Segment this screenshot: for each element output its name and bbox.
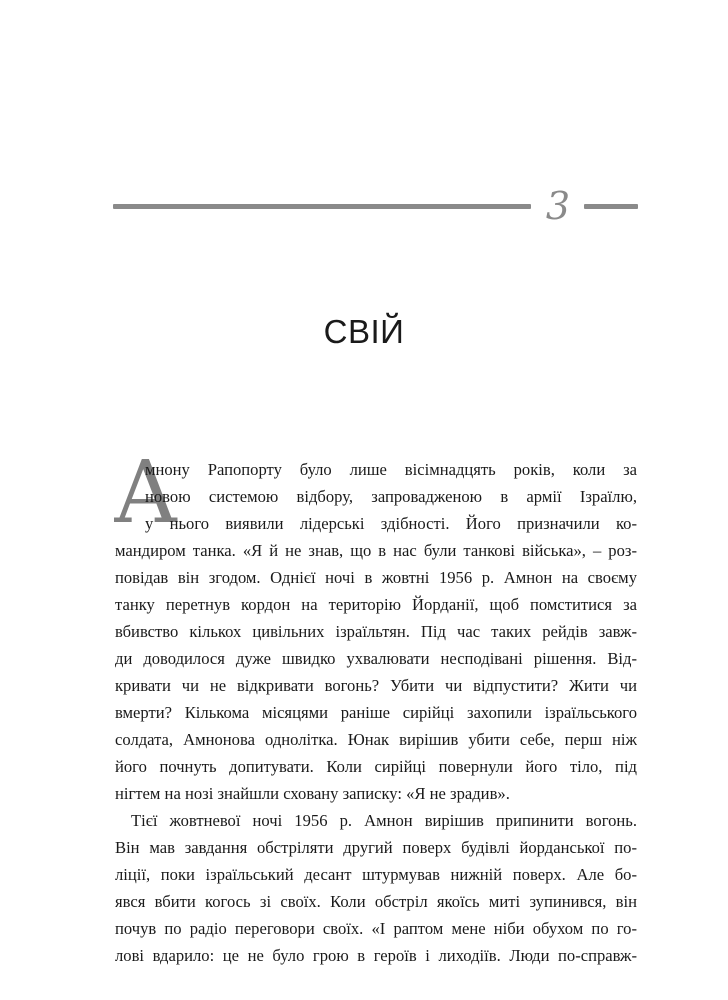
- text-line: у нього виявили лідерські здібності. Його призначили ко-: [145, 514, 637, 533]
- text-line: Він мав завдання обстріляти другий поверх будівлі йорданської по-: [115, 838, 637, 857]
- text-line: танку перетнув кордон на територію Йорданії, щоб помститися за: [115, 595, 637, 614]
- text-line: вбивство кількох цивільних ізраїльтян. Під час таких рейдів завж-: [115, 622, 637, 641]
- text-line: ліції, поки ізраїльський десант штурмував нижній поверх. Але бо-: [115, 865, 637, 884]
- chapter-rule-right: [584, 204, 638, 209]
- text-line: новою системою відбору, запровадженою в армії Ізраїлю,: [145, 487, 637, 506]
- chapter-number: 3: [545, 184, 571, 228]
- text-line: ди доводилося дуже швидко ухвалювати несподівані рішення. Від-: [115, 649, 637, 668]
- text-line: нігтем на нозі знайшли сховану записку: «Я не зрадив».: [115, 784, 510, 803]
- drop-cap: А: [113, 443, 179, 543]
- text-line: вмерти? Кількома місяцями раніше сирійці захопили ізраїльського: [115, 703, 637, 722]
- text-line: лові вдарило: це не було грою в героїв і лиходіїв. Люди по-справж-: [115, 946, 637, 965]
- text-line: солдата, Амнонова однолітка. Юнак вирішив убити себе, перш ніж: [115, 730, 637, 749]
- text-line: його почнуть допитувати. Коли сирійці повернули його тіло, під: [115, 757, 637, 776]
- body-text: [115, 456, 637, 969]
- text-line: почув по радіо переговори своїх. «І раптом мене ніби обухом по го-: [115, 919, 637, 938]
- text-line: повідав він згодом. Однієї ночі в жовтні 1956 р. Амнон на своєму: [115, 568, 637, 587]
- text-line: мнону Рапопорту було лише вісімнадцять років, коли за: [145, 460, 637, 479]
- chapter-title: СВІЙ: [323, 313, 405, 350]
- text-line: кривати чи не відкривати вогонь? Убити чи відпустити? Жити чи: [115, 676, 637, 695]
- text-line: Тієї жовтневої ночі 1956 р. Амнон вирішив припинити вогонь.: [131, 811, 637, 830]
- text-line: мандиром танка. «Я й не знав, що в нас були танкові війська», – роз-: [115, 541, 637, 560]
- text-line: явся вбити когось зі своїх. Коли обстріл якоїсь миті зупинився, він: [115, 892, 637, 911]
- chapter-rule-left: [113, 204, 531, 209]
